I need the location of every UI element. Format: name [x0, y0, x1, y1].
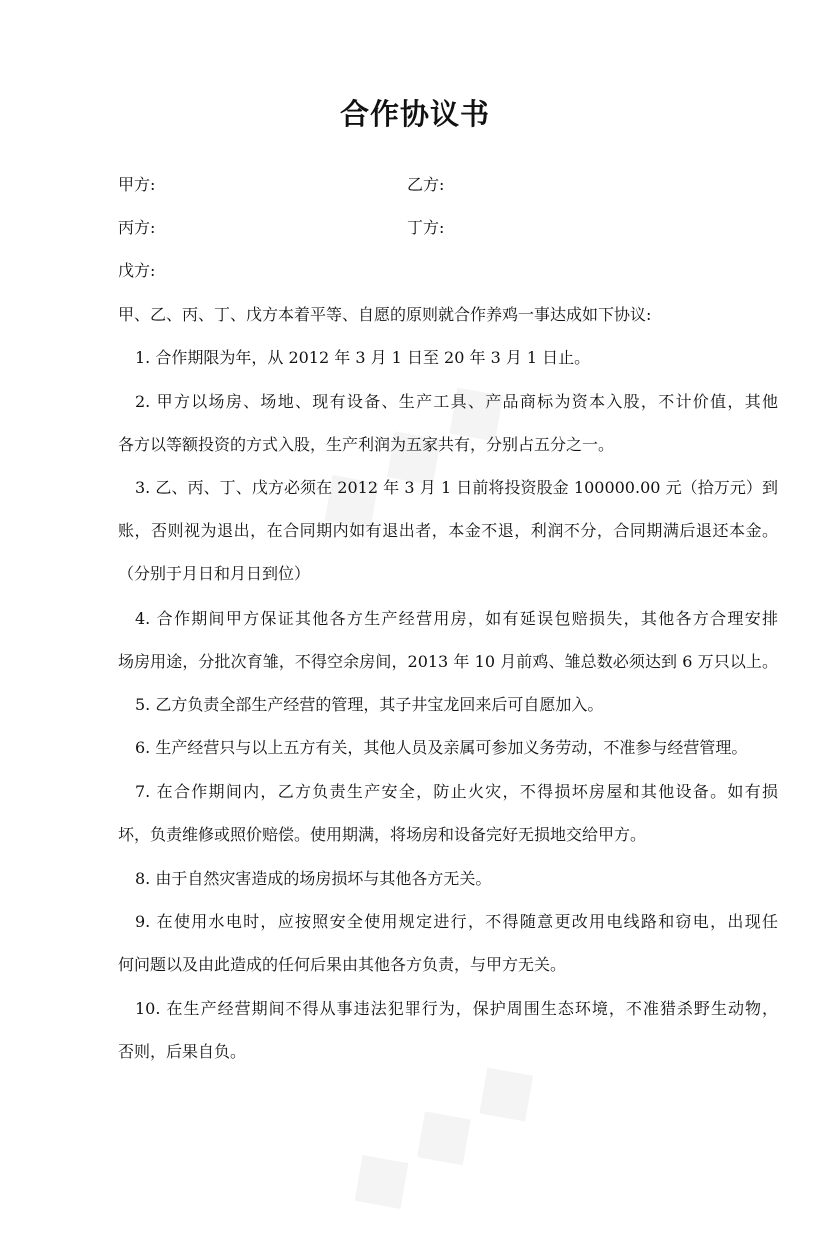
intro-text: 甲、乙、丙、丁、戊方本着平等、自愿的原则就合作养鸡一事达成如下协议:	[118, 305, 652, 324]
clause-line: 5. 乙方负责全部生产经营的管理，其子井宝龙回来后可自愿加入。	[135, 695, 604, 714]
clause-line: 2. 甲方以场房、场地、现有设备、生产工具、产品商标为资本入股，不计价值，其他	[135, 392, 778, 411]
clause-2	[118, 380, 778, 466]
clause-line: 4. 合作期间甲方保证其他各方生产经营用房，如有延误包赔损失，其他各方合理安排	[135, 609, 778, 628]
clause-line: 账，否则视为退出，在合同期内如有退出者，本金不退，利润不分，合同期满后退还本金。	[118, 521, 778, 540]
clause-6	[118, 726, 778, 769]
clause-8	[118, 857, 778, 900]
clause-line: 3. 乙、丙、丁、戊方必须在 2012 年 3 月 1 日前将投资股金 100000.00 元（拾万元）到	[135, 478, 778, 497]
clause-line: 何问题以及由此造成的任何后果由其他各方负责，与甲方无关。	[118, 955, 567, 974]
clause-7	[118, 770, 778, 856]
clause-line: 否则，后果自负。	[118, 1042, 247, 1061]
party-yi: 乙方:	[407, 175, 445, 194]
clause-line: （分别于月日和月日到位）	[118, 564, 311, 583]
clause-4	[118, 597, 778, 683]
clause-line: 10. 在生产经营期间不得从事违法犯罪行为，保护周围生态环境，不准猎杀野生动物，	[135, 999, 778, 1018]
clause-line: 坏，负责维修或照价赔偿。使用期满，将场房和设备完好无损地交给甲方。	[118, 825, 647, 844]
clause-3	[118, 466, 778, 595]
party-ding: 丁方:	[407, 218, 445, 237]
party-wu: 戊方:	[118, 261, 156, 280]
party-bing: 丙方:	[118, 218, 156, 237]
party-jia: 甲方:	[118, 175, 156, 194]
clause-9	[118, 900, 778, 986]
clause-1	[118, 336, 778, 379]
clause-line: 7. 在合作期间内，乙方负责生产安全，防止火灾，不得损坏房屋和其他设备。如有损	[135, 782, 778, 801]
clause-line: 8. 由于自然灾害造成的场房损坏与其他各方无关。	[135, 869, 492, 888]
clause-line: 9. 在使用水电时，应按照安全使用规定进行，不得随意更改用电线路和窃电，出现任	[135, 912, 778, 931]
clause-line: 各方以等额投资的方式入股，生产利润为五家共有，分别占五分之一。	[118, 435, 615, 454]
clause-line: 6. 生产经营只与以上五方有关，其他人员及亲属可参加义务劳动，不准参与经营管理。	[135, 738, 748, 757]
clause-10	[118, 987, 778, 1073]
intro-paragraph	[118, 293, 778, 336]
document-title: 合作协议书	[339, 97, 490, 131]
clause-line: 场房用途，分批次育雏，不得空余房间，2013 年 10 月前鸡、雏总数必须达到 6 万只以上。	[118, 652, 778, 671]
clause-5	[118, 683, 778, 726]
clause-line: 1. 合作期限为年，从 2012 年 3 月 1 日至 20 年 3 月 1 日止。	[135, 348, 591, 367]
